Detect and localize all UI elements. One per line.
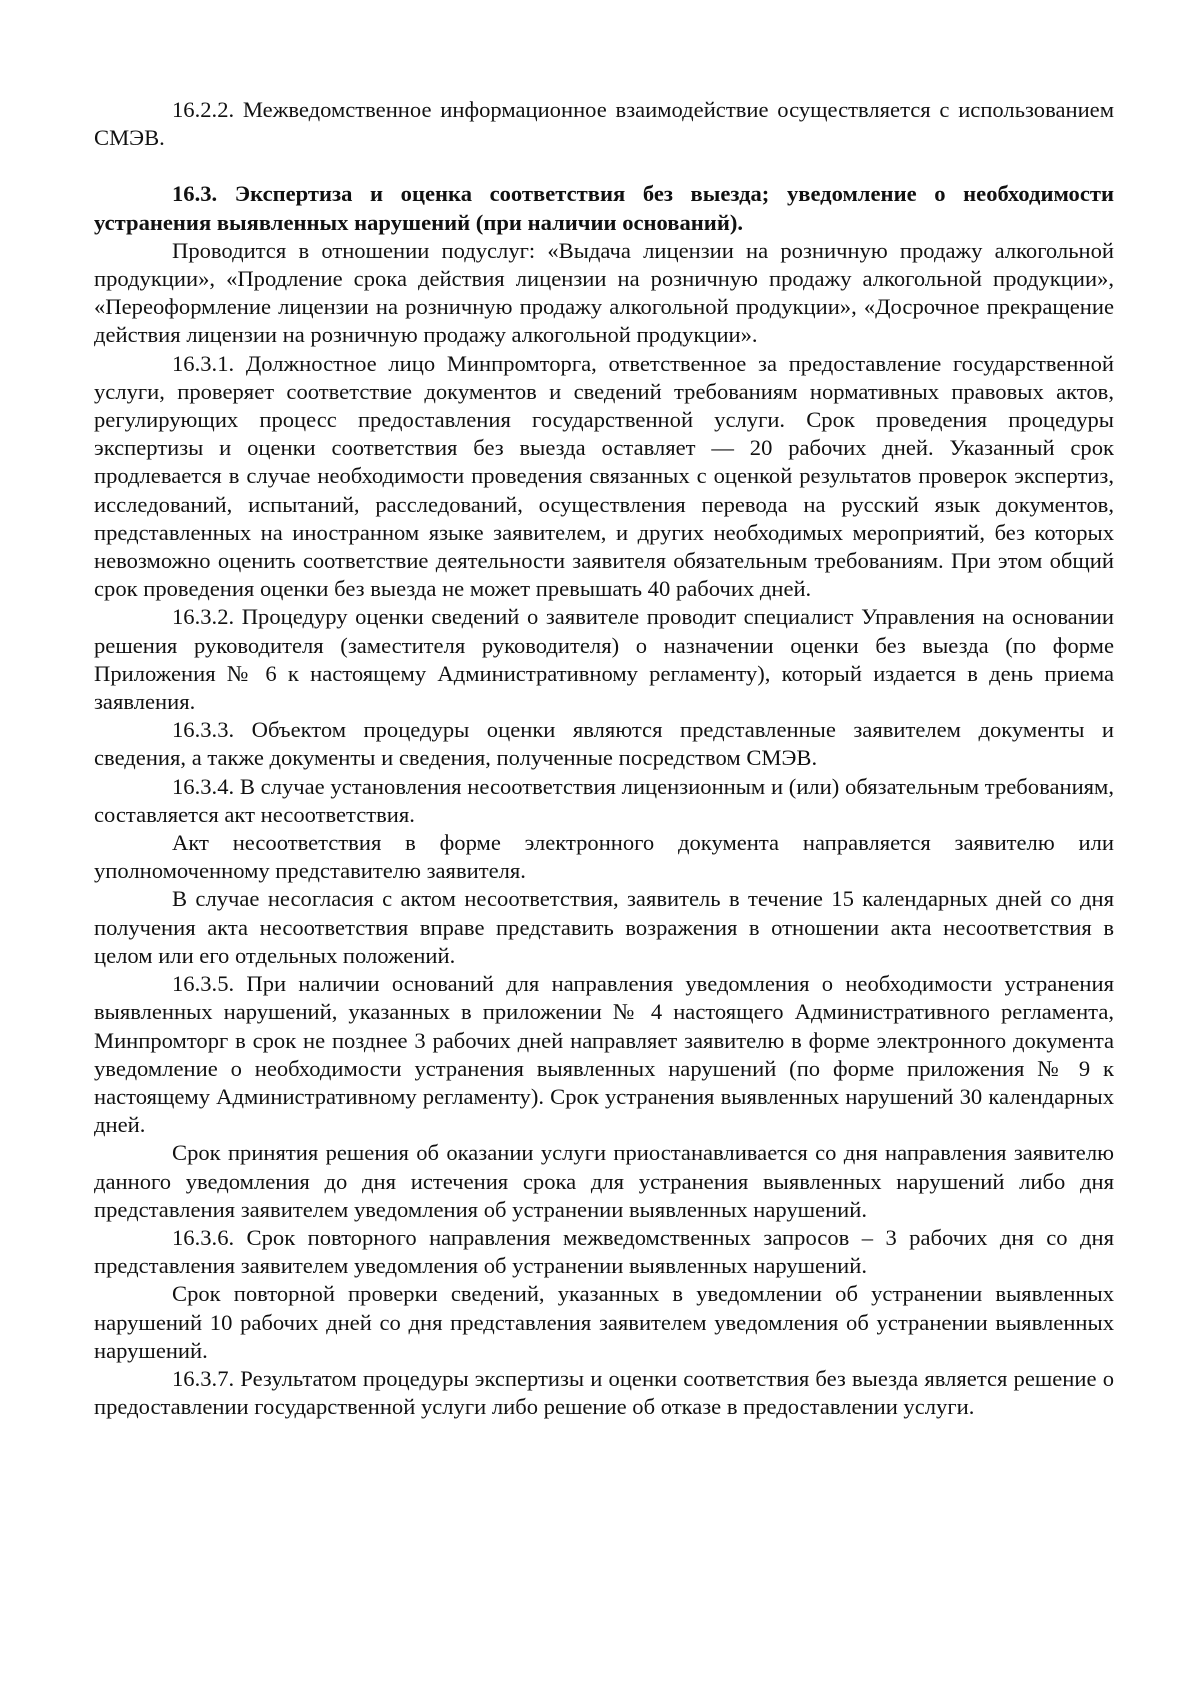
paragraph-16-3-3: 16.3.3. Объектом процедуры оценки являются представленные заявителем документы и сведения, а также документы и сведения, полученные посредством СМЭВ.: [94, 717, 1114, 771]
paragraph-16-3-6: 16.3.6. Срок повторного направления межведомственных запросов – 3 рабочих дня со дня представления заявителем уведомления об устранении выявленных нарушений.: [94, 1224, 1114, 1279]
paragraph-suspension: Срок принятия решения об оказании услуги приостанавливается со дня направления заявителю данного уведомления до дня истечения срока для устранения выявленных нарушений либо дня представления заявителем уведомления об устранении выявленных нарушений.: [94, 1140, 1114, 1222]
document-page: [94, 96, 1114, 1421]
paragraph-16-2-2: 16.2.2. Межведомственное информационное взаимодействие осуществляется с использованием СМЭВ.: [94, 97, 1114, 151]
paragraph-disagreement: В случае несогласия с актом несоответствия, заявитель в течение 15 календарных дней со дня получения акта несоответствия вправе представить возражения в отношении акта несоответствия в целом или его отдельных положений.: [94, 886, 1114, 968]
paragraph-16-3-2: 16.3.2. Процедуру оценки сведений о заявителе проводит специалист Управления на основании решения руководителя (заместителя руководителя) о назначении оценки без выезда (по форме Приложения № 6 к настоящему Административному регламенту), который издается в день приема заявления.: [94, 604, 1114, 715]
paragraph-scope: Проводится в отношении подуслуг: «Выдача лицензии на розничную продажу алкогольной продукции», «Продление срока действия лицензии на розничную продажу алкогольной продукции», «Переоформление лицензии на розничную продажу алкогольной продукции», «Досрочное прекращение действия лицензии на розничную продажу алкогольной продукции».: [94, 237, 1114, 348]
paragraph-16-3-4: 16.3.4. В случае установления несоответствия лицензионным и (или) обязательным требованиям, составляется акт несоответствия.: [94, 773, 1114, 827]
paragraph-16-3-5: 16.3.5. При наличии оснований для направления уведомления о необходимости устранения выявленных нарушений, указанных в приложении № 4 настоящего Административного регламента, Минпромторг в срок не позднее 3 рабочих дней направляет заявителю в форме электронного документа уведомление о необходимости устранения выявленных нарушений (по форме приложения № 9 к настоящему Административному регламенту). Срок устранения выявленных нарушений 30 календарных дней.: [94, 971, 1114, 1138]
section-heading-16-3: 16.3. Экспертиза и оценка соответствия без выезда; уведомление о необходимости устранения выявленных нарушений (при наличии оснований).: [94, 181, 1114, 235]
paragraph-recheck: Срок повторной проверки сведений, указанных в уведомлении об устранении выявленных нарушений 10 рабочих дней со дня представления заявителем уведомления об устранении выявленных нарушений.: [94, 1281, 1114, 1363]
paragraph-act-sent: Акт несоответствия в форме электронного документа направляется заявителю или уполномоченному представителю заявителя.: [94, 830, 1114, 884]
paragraph-16-3-7: 16.3.7. Результатом процедуры экспертизы и оценки соответствия без выезда является решение о предоставлении государственной услуги либо решение об отказе в предоставлении услуги.: [94, 1365, 1114, 1420]
paragraph-16-3-1: 16.3.1. Должностное лицо Минпромторга, ответственное за предоставление государственной услуги, проверяет соответствие документов и сведений требованиям нормативных правовых актов, регулирующих процесс предоставления государственной услуги. Срок проведения процедуры экспертизы и оценки соответствия без выезда оставляет — 20 рабочих дней. Указанный срок продлевается в случае необходимости проведения связанных с оценкой результатов проверок экспертиз, исследований, испытаний, расследований, осуществления перевода на русский язык документов, представленных на иностранном языке заявителем, и других необходимых мероприятий, без которых невозможно оценить соответствие деятельности заявителя обязательным требованиям. При этом общий срок проведения оценки без выезда не может превышать 40 рабочих дней.: [94, 350, 1114, 602]
